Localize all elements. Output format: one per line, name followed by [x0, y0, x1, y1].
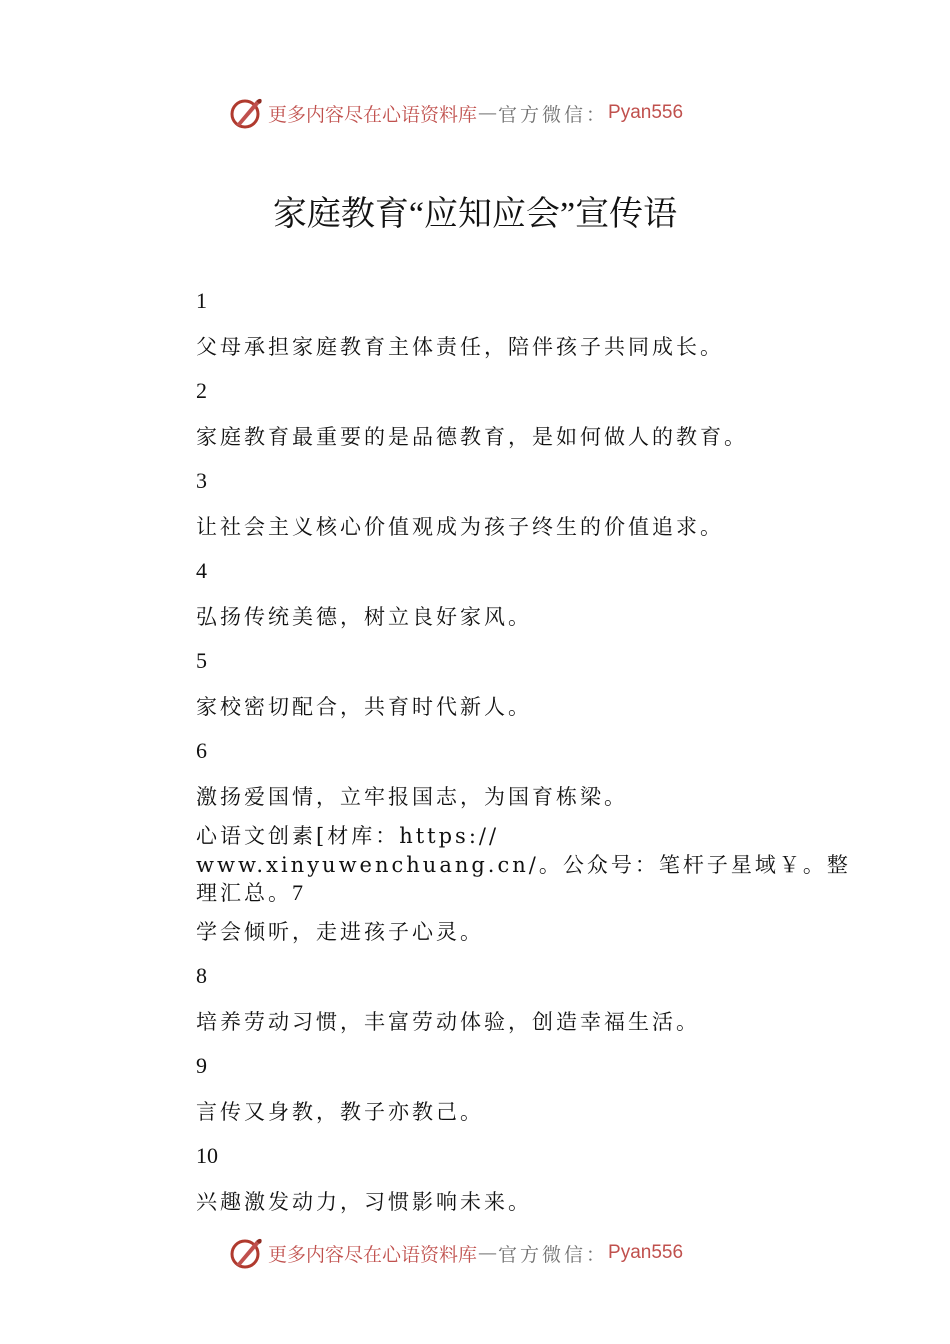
banner-site-text: 更多内容尽在心语资料库	[268, 1243, 478, 1266]
item-number: 9	[196, 1052, 207, 1078]
item-number: 5	[196, 648, 207, 673]
item-number: 2	[196, 378, 207, 403]
slogan-text: 家校密切配合，共育时代新人。	[196, 695, 532, 719]
item-number: 3	[196, 468, 207, 493]
banner-site-text: 更多内容尽在心语资料库	[268, 103, 478, 126]
item-number: 7	[292, 880, 303, 905]
banner-dash: —	[478, 1242, 498, 1264]
banner-wechat-label: 官方微信：	[498, 103, 609, 126]
quill-logo-icon	[228, 95, 264, 131]
source-note	[196, 822, 851, 908]
slogan-text: 激扬爱国情，立牢报国志，为国育栋梁。	[196, 785, 628, 809]
item-number: 10	[196, 1142, 218, 1168]
page-title: 家庭教育“应知应会”宣传语	[272, 196, 678, 233]
document-body	[196, 282, 851, 1227]
banner-wechat-id: Pyan556	[608, 102, 684, 123]
slogan-text: 言传又身教，教子亦教己。	[196, 1099, 484, 1124]
slogan-text: 培养劳动习惯，丰富劳动体验，创造幸福生活。	[196, 1009, 700, 1034]
slogan-text: 家庭教育最重要的是品德教育，是如何做人的教育。	[196, 425, 748, 449]
item-number: 4	[196, 558, 207, 583]
source-note-line-with-number	[196, 879, 816, 908]
banner-wechat-id: Pyan556	[608, 1242, 684, 1263]
slogan-text: 兴趣激发动力，习惯影响未来。	[196, 1189, 532, 1214]
banner-dash: —	[478, 102, 498, 124]
footer-banner	[228, 1235, 683, 1271]
source-note-line: 心语文创素[材库：https://	[196, 824, 500, 848]
quill-logo-icon	[228, 1235, 264, 1271]
header-banner	[228, 95, 683, 131]
item-number: 8	[196, 962, 207, 988]
item-number: 1	[196, 288, 207, 313]
source-note-line: www.xinyuwenchuang.cn/。公众号：笔杆子星域￥。整	[196, 852, 851, 877]
slogan-text: 弘扬传统美德，树立良好家风。	[196, 605, 532, 629]
banner-wechat-label: 官方微信：	[498, 1243, 609, 1266]
slogan-text: 让社会主义核心价值观成为孩子终生的价值追求。	[196, 515, 724, 539]
source-note-line: 理汇总。	[196, 881, 292, 905]
slogan-text: 学会倾听，走进孩子心灵。	[196, 919, 484, 944]
slogan-text: 父母承担家庭教育主体责任，陪伴孩子共同成长。	[196, 335, 724, 359]
item-number: 6	[196, 738, 207, 763]
